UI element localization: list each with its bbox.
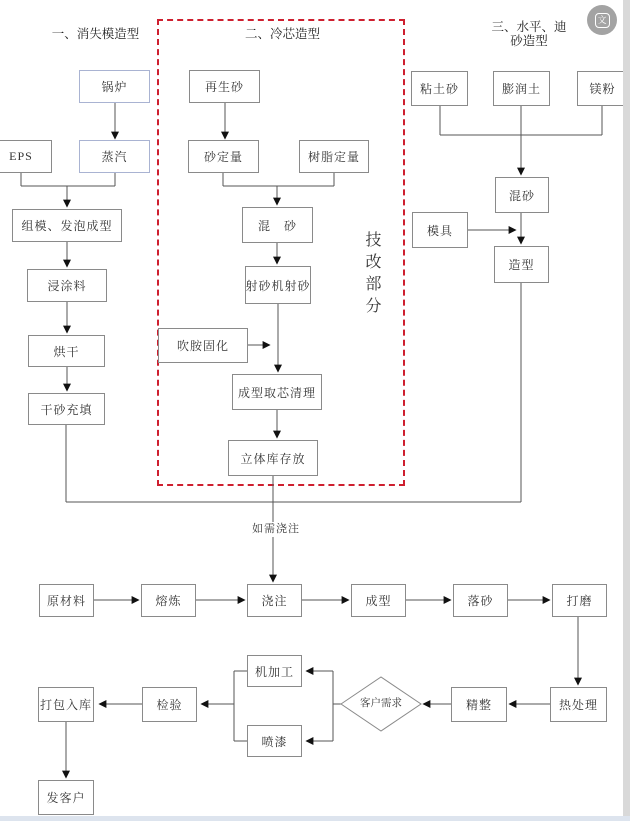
tech-reform-label: 技改部分 [363,231,380,319]
page-right-edge [623,0,630,821]
node-melting: 熔炼 [141,584,196,617]
section-title-horizontal-disa-line1: 三、水平、迪 [491,20,567,34]
node-heat-treatment: 热处理 [550,687,607,722]
node-resin-dosing: 树脂定量 [299,140,369,173]
node-sand-mixing: 混砂 [495,177,549,213]
section-title-horizontal-disa-line2: 砂造型 [510,34,548,48]
if-pouring-label: 如需浇注 [249,522,303,537]
merge-eps-steam [21,173,115,186]
node-eps: EPS [0,140,52,173]
node-core-shooter: 射砂机射砂 [245,266,311,304]
node-magnesium-powder: 镁粉 [577,71,628,106]
node-forming: 成型 [351,584,406,617]
node-sand-dosing: 砂定量 [188,140,259,173]
node-customer-demand: 客户需求 [360,698,402,709]
node-amine-curing: 吹胺固化 [158,328,248,363]
node-dip-coating: 浸涂料 [27,269,107,302]
node-steam: 蒸汽 [79,140,150,173]
bracket-demand-split [333,671,341,741]
node-clay-sand: 粘土砂 [411,71,468,106]
node-mold-foam: 组模、发泡成型 [12,209,122,242]
node-sand-mixing-core: 混 砂 [242,207,313,243]
node-grinding: 打磨 [552,584,607,617]
section-title-lost-foam: 一、消失模造型 [51,27,140,41]
node-mold: 模具 [412,212,468,248]
node-packing: 打包入库 [38,687,94,722]
bracket-machining-painting [234,671,247,741]
translate-icon: 文 [595,13,610,28]
node-machining: 机加工 [247,655,302,687]
node-pouring: 浇注 [247,584,302,617]
section-title-cold-core: 二、冷芯造型 [244,27,320,41]
node-inspection: 检验 [142,687,197,722]
section-title-horizontal-disa [485,20,573,48]
node-recycled-sand: 再生砂 [189,70,260,103]
node-finishing: 精整 [451,687,507,722]
node-warehouse: 立体库存放 [228,440,318,476]
node-raw-material: 原材料 [39,584,94,617]
translate-badge-button[interactable] [587,5,617,35]
merge-dosing [223,173,334,186]
node-drying: 烘干 [28,335,105,367]
node-dry-sand-fill: 干砂充填 [28,393,105,425]
node-painting: 喷漆 [247,725,302,757]
node-bentonite: 膨润土 [493,71,550,106]
node-molding: 造型 [494,246,549,283]
node-ship-to-customer: 发客户 [38,780,94,815]
node-boiler: 锅炉 [79,70,150,103]
node-core-cleaning: 成型取芯清理 [232,374,322,410]
merge-sands [440,106,602,135]
node-shakeout: 落砂 [453,584,508,617]
page-bottom-edge [0,816,630,821]
